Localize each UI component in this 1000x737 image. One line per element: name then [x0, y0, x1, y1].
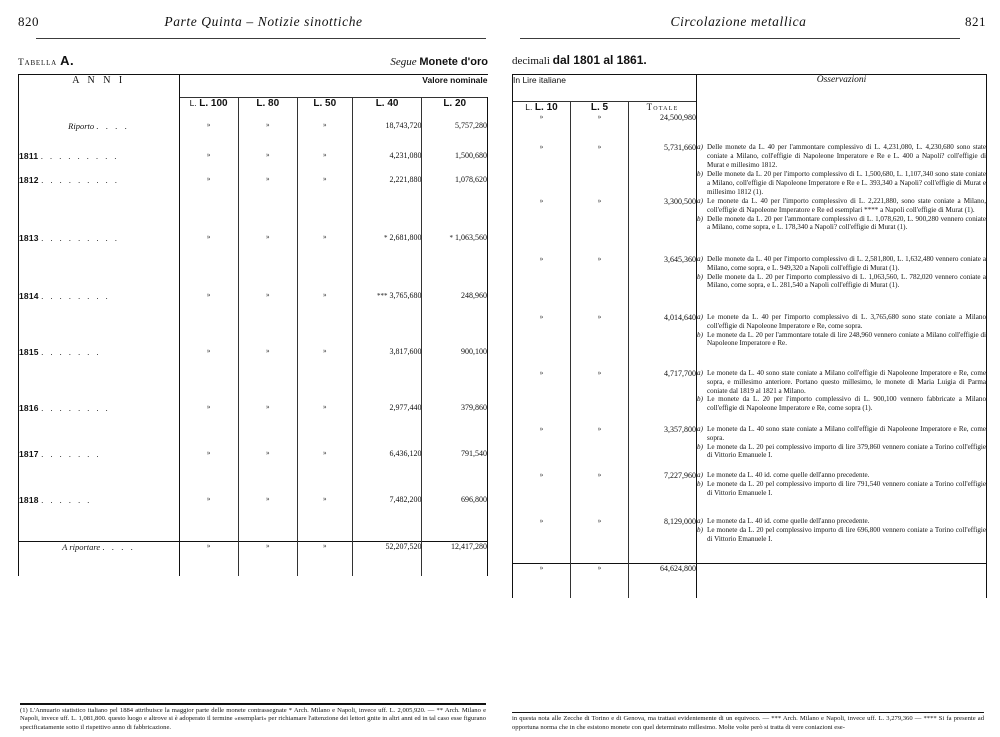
- year-label: 1816 . . . . . . . .: [19, 403, 180, 449]
- cell-l40: 2,977,440: [352, 403, 422, 449]
- cell-l100: »: [179, 403, 238, 449]
- right-data-table: [512, 74, 987, 598]
- cell-l5: »: [571, 113, 629, 143]
- note-label: a): [697, 470, 703, 479]
- cell-l50: »: [297, 291, 352, 347]
- note-text: Le monete da L. 20 pel complessivo importo di lire 696,800 vennero coniate a Torino coll'effigie di Vittorio Emanuele I.: [707, 525, 987, 543]
- observation-note: [697, 471, 986, 480]
- table-row: [19, 151, 488, 175]
- table-row: [513, 425, 987, 471]
- header-valore-nominale: Valore nominale: [179, 75, 487, 98]
- note-text: Le monete da L. 40 id. come quelle dell'anno precedente.: [707, 516, 870, 525]
- right-folio-number: 821: [965, 14, 986, 29]
- note-label: a): [697, 143, 703, 151]
- note-label: b): [697, 169, 703, 178]
- right-footnote-text: in questa nota alle Zecche di Torino e di Genova, ma trattasi evidentemente di un equivoco. — *** Arch. Milano e Napoli, invece uff. L. 3,279,360 — **** Si fa presente ad opportuna norma che in che esistono monete con quel determinato millesimo. Molte volte però si tratta di vere coniazioni ese-: [512, 715, 984, 732]
- cell-l50: »: [297, 151, 352, 175]
- table-row: [513, 369, 987, 425]
- cell-l20: * 1,063,560: [422, 233, 488, 291]
- table-row: [513, 471, 987, 517]
- cell-l100: »: [179, 542, 238, 577]
- cell-l80: »: [238, 151, 297, 175]
- cell-l40: 52,207,520: [352, 542, 422, 577]
- cell-l100: »: [179, 233, 238, 291]
- left-footnote-rule: [20, 703, 486, 704]
- note-label: a): [697, 312, 703, 321]
- year-label: 1814 . . . . . . . .: [19, 291, 180, 347]
- observation-note: [697, 480, 986, 498]
- note-text: Delle monete da L. 20 per l'ammontare complessivo di L. 1,078,620, L. 900,280 vennero coniate a Milano, come sopra, e L. 178,340 a Napoli? coll'effigie di Murat (1).: [707, 214, 987, 232]
- cell-l40: 4,231,080: [352, 151, 422, 175]
- cell-totale: 8,129,000: [629, 517, 697, 564]
- left-header-row-top: [19, 75, 488, 98]
- observation-note: [697, 273, 986, 291]
- observation-note: [697, 369, 986, 396]
- cell-totale: 7,227,960: [629, 471, 697, 517]
- table-row: [19, 291, 488, 347]
- table-row: [19, 542, 488, 577]
- cell-osservazioni: [697, 255, 987, 313]
- header-in-lire-italiane: In Lire italiane: [513, 75, 697, 102]
- right-table-head: [513, 75, 987, 114]
- header-totale: Totale: [629, 102, 697, 114]
- observation-note: [697, 395, 986, 413]
- cell-l5: »: [571, 197, 629, 255]
- right-table-caption: [512, 53, 986, 69]
- carry-label: A riportare . . . .: [19, 542, 180, 577]
- cell-l10: »: [513, 369, 571, 425]
- right-page: [500, 0, 1000, 737]
- note-text: Le monete da L. 20 pel complessivo importo di lire 791,540 vennero coniate a Torino coll'effigie di Vittorio Emanuele I.: [707, 479, 987, 497]
- observation-note: [697, 526, 986, 544]
- cell-l20: 1,078,620: [422, 175, 488, 233]
- observation-note: [697, 443, 986, 461]
- left-data-table: [18, 74, 488, 576]
- cell-l40: 6,436,120: [352, 449, 422, 495]
- table-label-letter: A.: [60, 53, 74, 68]
- cell-l40: * 2,681,800: [352, 233, 422, 291]
- note-label: b): [697, 214, 703, 223]
- cell-l20: 900,100: [422, 347, 488, 403]
- cell-l80: »: [238, 403, 297, 449]
- cell-totale: 3,357,800: [629, 425, 697, 471]
- cell-l5: »: [571, 425, 629, 471]
- cell-totale: 3,300,500: [629, 197, 697, 255]
- cell-l100: »: [179, 495, 238, 542]
- table-row: [19, 233, 488, 291]
- note-text: Le monete da L. 40 id. come quelle dell'anno precedente.: [707, 470, 870, 479]
- cell-l80: »: [238, 542, 297, 577]
- cell-osservazioni: [697, 471, 987, 517]
- cell-l40: 7,482,200: [352, 495, 422, 542]
- left-table-body: [19, 121, 488, 576]
- note-text: Le monete da L. 40 sono state coniate a Milano coll'effigie di Napoleone Imperatore e Re, come sopra.: [707, 424, 987, 442]
- cell-l20: 12,417,280: [422, 542, 488, 577]
- year-label: 1817 . . . . . . .: [19, 449, 180, 495]
- note-text: Le monete da L. 20 per l'ammontare totale di lire 248,960 vennero coniate a Milano coll'effigie di Napoleone Imperatore e Re.: [707, 330, 987, 348]
- left-running-head: [18, 14, 488, 36]
- caption-date-range: dal 1801 al 1861.: [552, 53, 647, 67]
- note-label: b): [697, 395, 703, 404]
- cell-totale: 64,624,800: [629, 563, 697, 598]
- cell-l50: »: [297, 233, 352, 291]
- header-denom-l40: L. 40: [352, 97, 422, 121]
- right-head-rule: [520, 38, 960, 39]
- cell-totale: 5,731,660: [629, 143, 697, 197]
- left-folio-number: 820: [18, 14, 39, 29]
- cell-l20: 696,800: [422, 495, 488, 542]
- cell-osservazioni: [697, 197, 987, 255]
- cell-totale: 24,500,980: [629, 113, 697, 143]
- observation-note: [697, 255, 986, 273]
- cell-l40: *** 3,765,680: [352, 291, 422, 347]
- table-row: [19, 347, 488, 403]
- header-anni: A N N I: [19, 75, 180, 122]
- table-row: [19, 175, 488, 233]
- year-label: 1811 . . . . . . . . .: [19, 151, 180, 175]
- note-text: Delle monete da L. 40 per l'importo complessivo di L. 2,581,800, L. 1,632,480 vennero coniate a Milano, come sopra, e L. 949,320 a Napoli coll'effigie di Murat (1).: [707, 254, 987, 272]
- year-label: 1812 . . . . . . . . .: [19, 175, 180, 233]
- left-table-head: [19, 75, 488, 122]
- cell-osservazioni: [697, 563, 987, 598]
- note-text: Le monete da L. 40 sono state coniate a Milano coll'effigie di Napoleone Imperatore e Re, come sopra, e millesimo anteriore. Portano questo millesimo, le monete di Maria Luigia di Parma coniate dal 1819 al 1821 a Milano.: [707, 368, 987, 395]
- cell-osservazioni: [697, 517, 987, 564]
- header-denom-l10: L. L. 10: [513, 102, 571, 114]
- observation-note: [697, 331, 986, 349]
- note-text: Le monete da L. 40 per l'importo complessivo di L. 2,221,880, sono state coniate a Milano, coll'effigie di Napoleone Imperatore e Re ed esemplari **** a Napoli coll'effigie di Murat (1).: [707, 196, 987, 214]
- cell-l50: »: [297, 175, 352, 233]
- table-row: [513, 143, 987, 197]
- right-running-head: [512, 14, 986, 36]
- cell-totale: 3,645,360: [629, 255, 697, 313]
- segue-subject: Monete d'oro: [419, 56, 488, 68]
- left-footnote-text: (1) L'Annuario statistico italiano pel 1884 attribuisce la maggior parte delle monete contrassegnate * Arch. Milano e Napoli, invece uff. L. 2,005,920. — ** Arch. Milano e Napoli, invece uff. L. 1,081,800. questo luogo e altrove si è adoperato il termine «esemplari» per richiamare l'attenzione dei lettori gnite in altri anni ed in tal caso esse figurano specificatamente sotto il rispettivo anno di fabbricazione.: [20, 706, 486, 732]
- cell-osservazioni: [697, 313, 987, 369]
- table-row: [19, 449, 488, 495]
- cell-l80: »: [238, 291, 297, 347]
- cell-l100: »: [179, 291, 238, 347]
- note-label: a): [697, 516, 703, 525]
- cell-l5: »: [571, 563, 629, 598]
- cell-l80: »: [238, 449, 297, 495]
- cell-l100: »: [179, 347, 238, 403]
- table-row: [19, 495, 488, 542]
- cell-l10: »: [513, 313, 571, 369]
- note-label: a): [697, 254, 703, 263]
- table-row: [513, 563, 987, 598]
- note-label: a): [697, 196, 703, 205]
- year-label: 1813 . . . . . . . . .: [19, 233, 180, 291]
- note-label: b): [697, 479, 703, 488]
- cell-l80: »: [238, 121, 297, 151]
- table-label-prefix: Tabella: [18, 58, 58, 68]
- note-label: b): [697, 525, 703, 534]
- cell-l100: »: [179, 449, 238, 495]
- note-label: a): [697, 368, 703, 377]
- cell-l100: »: [179, 121, 238, 151]
- right-footnote-block: [512, 712, 984, 733]
- observation-note: [697, 143, 986, 170]
- right-running-title: Circolazione metallica: [670, 14, 807, 29]
- note-text: Le monete da L. 40 per l'importo complessivo di L. 3,765,680 sono state coniate a Milano coll'effigie di Napoleone Imperatore e Re, come sopra.: [707, 312, 987, 330]
- cell-l5: »: [571, 369, 629, 425]
- cell-l50: »: [297, 495, 352, 542]
- cell-l10: »: [513, 255, 571, 313]
- table-row: [513, 313, 987, 369]
- right-table-body: [513, 113, 987, 598]
- right-footnote-rule: [512, 712, 984, 713]
- table-label: [18, 53, 74, 68]
- cell-l50: »: [297, 121, 352, 151]
- cell-l40: 2,221,880: [352, 175, 422, 233]
- cell-osservazioni: [697, 113, 987, 143]
- note-text: Delle monete da L. 20 per l'importo complessivo di L. 1,500,680, L. 1,107,340 sono state coniate a Milano, coll'effigie di Napoleone Imperatore e Re e L. 393,340 a Napoli? coll'effigie di Murat e millesimo 1812 (1).: [707, 169, 987, 196]
- cell-l10: »: [513, 197, 571, 255]
- cell-totale: 4,717,700: [629, 369, 697, 425]
- cell-l20: 1,500,680: [422, 151, 488, 175]
- cell-totale: 4,014,640: [629, 313, 697, 369]
- note-text: Delle monete da L. 20 per l'importo complessivo di L. 1,063,560, L. 782,020 vennero coniate a Milano, come sopra, e L. 281,540 a Napoli coll'effigie di Murat (1).: [707, 272, 987, 290]
- cell-l100: »: [179, 151, 238, 175]
- segue-word: Segue: [390, 56, 417, 68]
- header-osservazioni: Osservazioni: [697, 75, 987, 114]
- left-running-title: Parte Quinta – Notizie sinottiche: [164, 14, 363, 29]
- cell-l50: »: [297, 449, 352, 495]
- cell-l50: »: [297, 347, 352, 403]
- note-label: b): [697, 330, 703, 339]
- observation-note: [697, 517, 986, 526]
- header-denom-l80: L. 80: [238, 97, 297, 121]
- cell-l5: »: [571, 143, 629, 197]
- cell-l10: »: [513, 143, 571, 197]
- cell-l80: »: [238, 233, 297, 291]
- caption-continuation: decimali: [512, 55, 550, 67]
- cell-l5: »: [571, 313, 629, 369]
- observation-note: [697, 170, 986, 197]
- cell-l5: »: [571, 471, 629, 517]
- header-denom-l5: L. 5: [571, 102, 629, 114]
- header-denom-l20: L. 20: [422, 97, 488, 121]
- cell-l10: »: [513, 113, 571, 143]
- left-footnote-block: [20, 703, 486, 733]
- cell-osservazioni: [697, 425, 987, 471]
- carry-label: Riporto . . . .: [19, 121, 180, 151]
- table-row: [19, 403, 488, 449]
- cell-l20: 248,960: [422, 291, 488, 347]
- note-text: Le monete da L. 20 per l'importo complessivo di L. 900,100 vennero fabbricate a Milano coll'effigie di Napoleone Imperatore e Re, come sopra (1).: [707, 395, 987, 413]
- left-head-rule: [36, 38, 486, 39]
- year-label: 1818 . . . . . .: [19, 495, 180, 542]
- table-row: [513, 113, 987, 143]
- cell-l5: »: [571, 517, 629, 564]
- note-label: b): [697, 442, 703, 451]
- cell-l20: 5,757,280: [422, 121, 488, 151]
- table-row: [513, 517, 987, 564]
- note-text: Le monete da L. 20 pei complessivo importo di lire 379,860 vennero coniate a Torino coll'effigie di Vittorio Emanuele I.: [707, 442, 987, 460]
- observation-note: [697, 425, 986, 443]
- year-label: 1815 . . . . . . .: [19, 347, 180, 403]
- header-denom-l50: L. 50: [297, 97, 352, 121]
- observation-note: [697, 197, 986, 215]
- cell-l100: »: [179, 175, 238, 233]
- cell-l80: »: [238, 495, 297, 542]
- cell-l40: 18,743,720: [352, 121, 422, 151]
- cell-osservazioni: [697, 143, 987, 197]
- observation-note: [697, 215, 986, 233]
- table-row: [513, 255, 987, 313]
- cell-l50: »: [297, 542, 352, 577]
- cell-l80: »: [238, 347, 297, 403]
- table-row: [19, 121, 488, 151]
- cell-l10: »: [513, 425, 571, 471]
- cell-l10: »: [513, 563, 571, 598]
- cell-osservazioni: [697, 369, 987, 425]
- cell-l10: »: [513, 471, 571, 517]
- left-table-caption: [18, 53, 488, 69]
- cell-l80: »: [238, 175, 297, 233]
- cell-l50: »: [297, 403, 352, 449]
- cell-l40: 3,817,600: [352, 347, 422, 403]
- right-header-row-top: [513, 75, 987, 102]
- note-text: Delle monete da L. 40 per l'ammontare complessivo di L. 4,231,080, L. 4,230,680 sono state coniate a Milano, coll'effigie di Napoleone Imperatore e Re e L. 400 a Napoli? coll'effigie di Murat e millesimo 1812.: [707, 143, 987, 169]
- header-denom-l100: L. L. 100: [179, 97, 238, 121]
- cell-l20: 791,540: [422, 449, 488, 495]
- observation-note: [697, 313, 986, 331]
- segue-label: [390, 56, 488, 68]
- note-label: a): [697, 424, 703, 433]
- note-label: b): [697, 272, 703, 281]
- cell-l10: »: [513, 517, 571, 564]
- table-row: [513, 197, 987, 255]
- cell-l20: 379,860: [422, 403, 488, 449]
- cell-l5: »: [571, 255, 629, 313]
